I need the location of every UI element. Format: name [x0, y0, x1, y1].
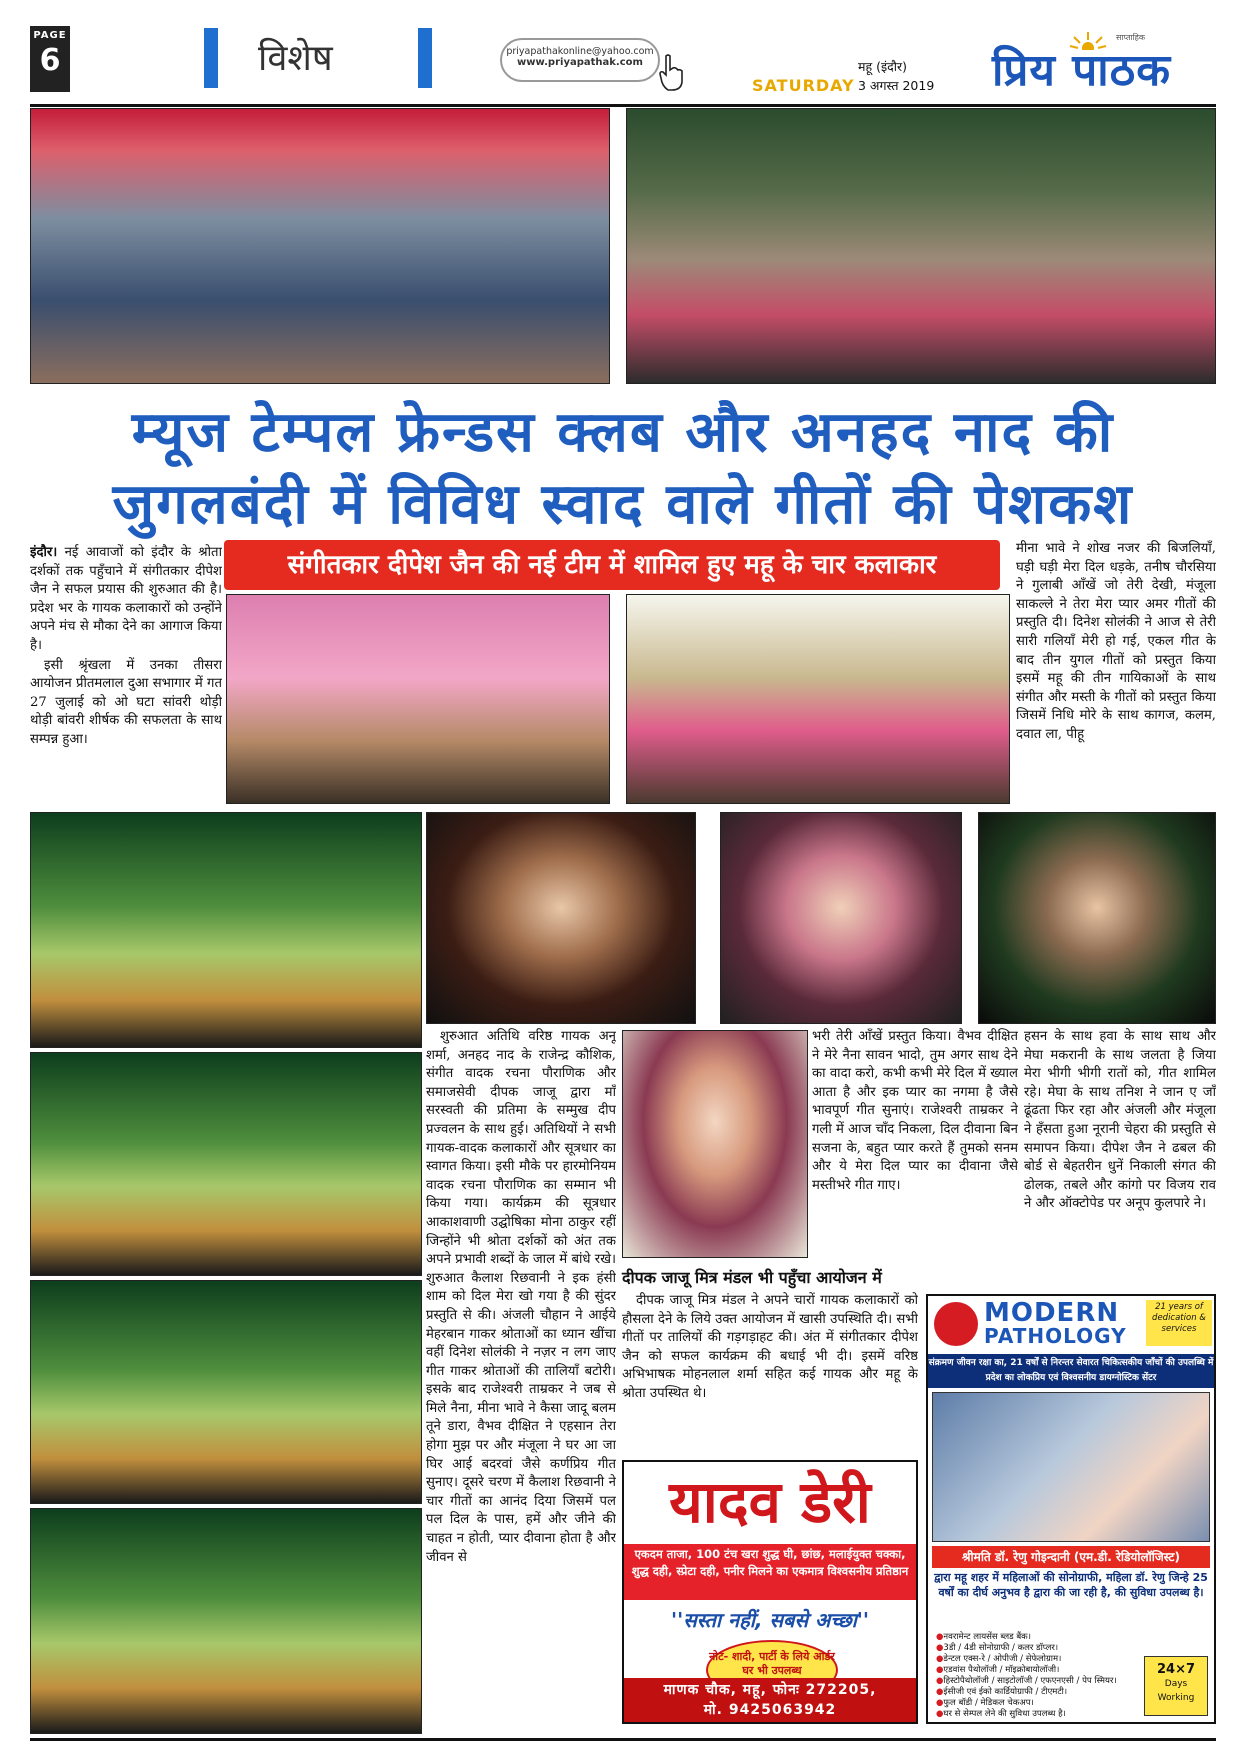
ad-brand-name: यादव डेरी	[624, 1462, 916, 1542]
service-item: ● ईसीजी एवं ईको कार्डियोग्राफी / टीएमटी।	[936, 1687, 1136, 1698]
date-label: 3 अगस्त 2019	[858, 78, 935, 93]
male-singer-photo	[426, 812, 696, 1024]
service-item: ● 3डी / 4डी सोनोग्राफी / कलर डॉप्लर।	[936, 1643, 1136, 1654]
senior-singer-photo	[978, 812, 1216, 1024]
article-far-right-text: हसन के साथ हवा के साथ साथ और मेघा मकरानी के साथ जलता है जिया मेरा भीगी भीगी रातों को, गीत शामिल रहे। मेघा के साथ तनिश ने जान ए जाँ ढूंढता फिर रहा और अंजली और मंजूला ने हँसता हुआ नूरानी चेहरा की प्रस्तुति से समापन किया। दीपेश जैन ने ढबल की बोर्ड से बेहतरीन धुनें निकाली संगत की ढोलक, तबले और कांगो पर विजय राव ने और ऑक्टोपेड पर अनूप कुलपारे ने।	[1024, 1029, 1216, 1212]
weekday-label: SATURDAY	[752, 76, 855, 95]
ad-header	[928, 1296, 1214, 1352]
section2-body	[622, 1292, 918, 1456]
headline-line2: जुगलबंदी में विविध स्वाद वाले गीतों की पेशकश	[112, 472, 1134, 537]
service-item: ● नवरामेन्ट लायसेंस ब्लड बैंक।	[936, 1632, 1136, 1643]
article-column-far-right	[1024, 1028, 1216, 1290]
sonography-photo	[932, 1392, 1210, 1542]
contact-email[interactable]: priyapathakonline@yahoo.com	[506, 46, 654, 57]
pathology-logo-icon	[934, 1302, 978, 1346]
ad-years-badge: 21 years of dedication & services	[1146, 1300, 1212, 1346]
ad-order-note: नोट- शादी, पार्टी के लिये आर्डर घर भी उपलब्ध	[706, 1640, 838, 1700]
page-label: PAGE	[33, 30, 67, 41]
yadav-dairy-ad	[622, 1460, 918, 1724]
felicitation-photo	[226, 594, 610, 804]
dateline: इंदौर।	[30, 545, 58, 560]
bottom-divider	[30, 1738, 1216, 1741]
section2-text: दीपक जाजू मित्र मंडल ने अपने चारों गायक कलाकारों को हौसला देने के लिये उक्त आयोजन में खासी उपस्थिति दी। सभी गीतों पर तालियों की गड़गड़ाहट की। अंत में संगीतकार दीपेश जैन को सफल कार्यक्रम की बधाई भी दी। इसमें वरिष्ठ अभिभाषक मोहनलाल शर्मा सहित कई गायक और महू के श्रोता उपस्थित थे।	[622, 1293, 918, 1401]
ad-address	[624, 1678, 916, 1722]
ad-address-line: माणक चौक, महू, फोनः 272205,	[663, 1682, 877, 1698]
ad-title-line2: PATHOLOGY	[984, 1324, 1127, 1348]
subheadline-banner: संगीतकार दीपेश जैन की नई टीम में शामिल हुए महू के चार कलाकार	[224, 540, 1000, 590]
modern-pathology-ad	[926, 1294, 1216, 1724]
contact-website[interactable]: www.priyapathak.com	[517, 57, 643, 68]
article-right-top-text: मीना भावे ने शोख नजर की बिजलियाँ, घड़ी घड़ी मेरा दिल धड़के, तनीष चौरसिया ने गुलाबी आँखें जो तेरी देखी, मंजूला साकल्ले ने तेरा मेरा प्यार अमर गीतों की प्रस्तुति दी। दिनेश सोलंकी ने आज से तेरी सारी गलियाँ मेरी हो गई, एकल गीत के बाद तीन युगल गीतों को प्रस्तुत किया इसमें महू की तीन गायिकाओं के साथ संगीत और मस्ती के गीतों को प्रस्तुत किया जिसमें निधि मोरे के साथ कागज, कलम, दवात ला, पीहू	[1016, 541, 1216, 742]
service-item: ● घर से सेम्पल लेने की सुविधा उपलब्ध है।	[936, 1709, 1136, 1720]
ad-services-list	[936, 1632, 1136, 1720]
group-photo	[626, 108, 1216, 384]
article-middle-text: शुरुआत अतिथि वरिष्ठ गायक अनू शर्मा, अनहद नाद के राजेन्द्र कौशिक, संगीत वादक रचना पौराणिक और समाजसेवी दीपक जाजू द्वारा माँ सरस्वती की प्रतिमा के सम्मुख दीप प्रज्वलन के साथ हुई। अतिथियों ने सभी गायक-वादक कलाकारों और सूत्रधार का स्वागत किया। इसी मौके पर हारमोनियम वादक रचना पौराणिक का सम्मान भी किया गया। कार्यक्रम की सूत्रधार आकाशवाणी उद्घोषिका मोना ठाकुर रहीं जिन्होंने भी श्रोता दर्शकों को अंत तक अपने प्रभावी शब्दों के जाल में बांधे रखे। शुरुआत कैलाश रिछवानी ने इक हंसी शाम को दिल मेरा खो गया है की सुंदर प्रस्तुति से की। अंजली चौहान ने आईये मेहरबान गाकर श्रोताओं का ध्यान खींचा वहीं दिनेश सोलंकी ने नज़र न लग जाए गीत गाकर श्रोताओं की तालियाँ बटोरी। इसके बाद राजेश्वरी ताम्रकर ने जब से मिले नैना, मीना भावे ने कैसा जादू बलम तूने डारा, वैभव दीक्षित ने एहसान तेरा होगा मुझ पर और मंजूला ने घर आ जा घिर आई बदरवां जैसे कर्णप्रिय गीत सुनाए। दूसरे चरण में कैलाश रिछवानी ने चार गीतों का आनंद दिया जिसमें पल पल दिल के पास, हमें और जीने की चाहत न होती, प्यार दीवाना होता है और जीवन से	[426, 1029, 616, 1565]
female-singer-photo	[720, 812, 962, 1024]
ad-doctor-name: श्रीमति डॉ. रेणु गोइन्दानी (एम.डी. रेडियोलॉजिस्ट)	[932, 1546, 1210, 1568]
article-column-middle	[426, 1028, 616, 1738]
section-bracket-left	[204, 28, 218, 88]
section-bracket-right	[418, 28, 432, 88]
contact-box	[500, 38, 660, 82]
singer-portrait-photo	[622, 1030, 808, 1258]
section-title: विशेष	[258, 38, 333, 79]
duet-stage-photo-4	[30, 1508, 422, 1734]
duet-stage-photo-2	[30, 1052, 422, 1276]
service-item: ● डेन्टल एक्स-रे / ओपीजी / सेफेलोग्राम।	[936, 1654, 1136, 1665]
duet-stage-photo-1	[30, 812, 422, 1048]
article-column-left	[30, 544, 222, 806]
badge-sub: Days Working	[1157, 1679, 1195, 1703]
audience-photo	[30, 108, 610, 384]
ad-mobile: मो. 9425063942	[703, 1702, 837, 1718]
ad-doctor-info: द्वारा महू शहर में महिलाओं की सोनोग्राफी, महिला डॉ. रेणु जिन्हे 25 वर्षों का दीर्घ अनुभव है द्वारा की जा रही है, की सुविधा उपलब्ध है।	[934, 1571, 1208, 1599]
service-item: ● फुल बॉडी / मेडिकल चेकअप।	[936, 1698, 1136, 1709]
page-number: 6	[39, 43, 61, 78]
duet-stage-photo-3	[30, 1280, 422, 1504]
award-photo	[626, 594, 1010, 804]
24x7-badge	[1144, 1656, 1208, 1716]
article-center-right-text: भरी तेरी आँखें प्रस्तुत किया। वैभव दीक्षित ने मेरे नैना सावन भादो, तुम अगर साथ देने का वादा करो, कभी कभी मेरे दिल में ख्याल आता है और इक प्यार का नगमा है जैसे भावपूर्ण गीत सुनाएं। राजेश्वरी ताम्रकर ने गली में आज चाँद निकला, दिल दीवाना बिन सजना के, बहुत प्यार करते हैं तुमको सनम और ये मेरा दिल प्यार का दीवाना जैसे मस्तीभरे गीत गाए।	[812, 1029, 1018, 1193]
page-number-tag	[30, 26, 70, 92]
section2-heading: दीपक जाजू मित्र मंडल भी पहुँचा आयोजन में	[622, 1268, 882, 1287]
badge-main: 24×7	[1156, 1662, 1196, 1677]
masthead-divider	[30, 104, 1216, 107]
newspaper-logo	[984, 30, 1216, 98]
service-item: ● हिस्टोपैथोलॉजी / साइटोलॉजी / एफएनएसी / पेप स्मियर।	[936, 1676, 1136, 1687]
logo-name: प्रिय पाठक	[992, 45, 1172, 96]
article-column-center-right	[812, 1028, 1018, 1260]
headline-line1: म्यूज टेम्पल फ्रेन्डस क्लब और अनहद नाद की	[131, 400, 1115, 465]
article-p2: इसी श्रृंखला में उनका तीसरा आयोजन प्रीतमलाल दुआ सभागार में गत 27 जुलाई को ओ घटा सांवरी थोड़ी थोड़ी बांवरी शीर्षक की सफलता के साथ सम्पन्न हुआ।	[30, 657, 222, 747]
ad-title-line1: MODERN	[984, 1298, 1120, 1328]
logo-subtitle: साप्ताहिक	[1116, 33, 1146, 42]
ad-description: एकदम ताजा, 100 टंच खरा शुद्ध घी, छांछ, मलाईयुक्त चक्का, शुद्ध दही, स्प्रेटा दही, पनीर मिलने का एकमात्र विश्वसनीय प्रतिष्ठान	[624, 1544, 916, 1600]
article-column-right-top	[1016, 540, 1216, 806]
ad-tagline: संक्रमण जीवन रक्षा का, 21 वर्षों से निरन्तर सेवारत चिकित्सकीय जाँचों की उपलब्धि में प्रदेश का लोकप्रिय एवं विश्वसनीय डायग्नोस्टिक सेंटर	[928, 1354, 1214, 1388]
article-p1: नई आवाजों को इंदौर के श्रोता दर्शकों तक पहुँचाने में संगीतकार दीपेश जैन ने सफल प्रयास की शुरुआत की है। प्रदेश भर के गायक कलाकारों को उन्होंने अपने मंच से मौका देने का आगाज किया है।	[30, 545, 222, 653]
ad-slogan: ''सस्ता नहीं, सबसे अच्छा''	[670, 1608, 870, 1632]
place-label: महू (इंदौर)	[858, 59, 907, 74]
service-item: ● एडवांस पैथोलॉजी / मॉइक्रोबायोलॉजी।	[936, 1665, 1136, 1676]
pointer-hand-icon	[656, 52, 686, 92]
